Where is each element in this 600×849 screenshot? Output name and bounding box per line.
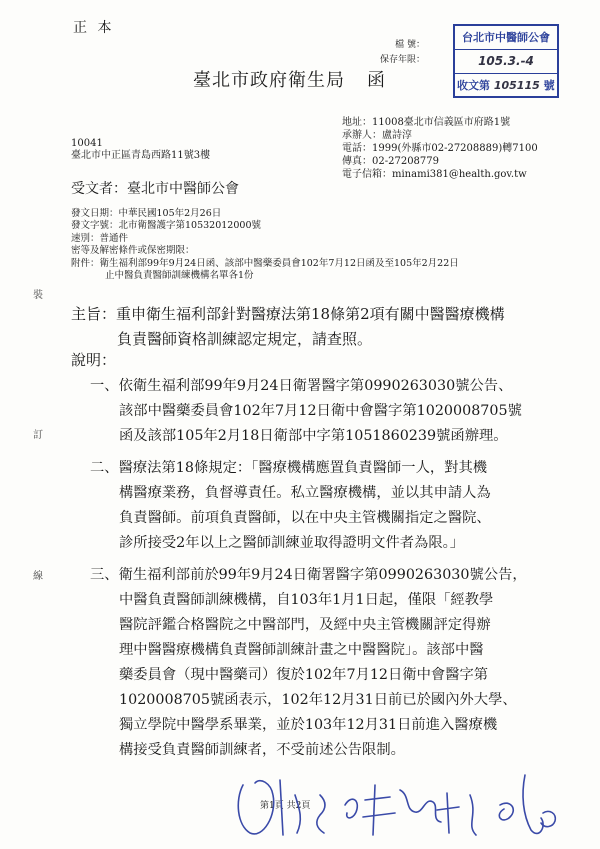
retention-label: 保存年限： <box>380 55 426 65</box>
stamp-date: 105.3.-4 <box>455 50 557 74</box>
subject <box>71 302 505 352</box>
document-number: 發文字號：北市衛醫護字第10532012000號 <box>71 220 261 232</box>
contact-phone: 電話：1999(外縣市02-27208889)轉7100 <box>342 143 538 154</box>
item-line: 醫院評鑑合格醫院之中醫部門，及經中央主管機關評定得辦 <box>119 617 491 633</box>
contact-fax: 傳真：02-27208779 <box>342 156 440 167</box>
stamp-received-number: 105115 <box>493 79 540 92</box>
contact-address: 地址：11008臺北市信義區市府路1號 <box>342 117 511 128</box>
binding-mark-bottom: 線 <box>33 571 43 582</box>
item-line: 診所接受2年以上之醫師訓練並取得證明文件者為限。」 <box>119 535 465 551</box>
postal-code: 10041 <box>71 138 103 149</box>
explain-item-1 <box>90 374 522 449</box>
stamp-received <box>455 74 557 97</box>
explain-label: 說明： <box>71 351 117 369</box>
attachment-line-1: 附件：衛生福利部99年9月24日函、該部中醫藥委員會102年7月12日函及至105年2月22日 <box>71 257 459 269</box>
binding-mark-middle: 訂 <box>33 430 43 441</box>
document-type: 函 <box>367 70 386 91</box>
item-line: 一、依衛生福利部99年9月24日衛署醫字第0990263030號公告、 <box>90 378 513 394</box>
item-line: 1020008705號函表示，102年12月31日前已於國內外大學、 <box>119 692 517 708</box>
stamp-received-label: 收文第 <box>457 79 490 92</box>
delivery-speed: 速別：普通件 <box>71 232 129 244</box>
contact-officer: 承辦人：盧詩淳 <box>342 130 412 141</box>
document-title <box>193 66 386 92</box>
postal-address: 臺北市中正區青島西路11號3樓 <box>71 150 211 161</box>
item-line: 構接受負責醫師訓練者，不受前述公告限制。 <box>119 742 405 758</box>
item-line: 構醫療業務，負督導責任。私立醫療機構，並以其申請人為 <box>119 485 491 501</box>
attachment-line-2: 止中醫負責醫師訓練機構名單各1份 <box>105 270 254 282</box>
recipient: 受文者：臺北市中醫師公會 <box>71 181 239 197</box>
page-number: 第1頁 共2頁 <box>260 801 311 811</box>
explain-item-2 <box>90 456 491 556</box>
issue-date: 發文日期：中華民國105年2月26日 <box>71 208 222 219</box>
secrecy-level: 密等及解密條件或保密期限： <box>71 245 195 257</box>
item-line: 負責醫師。前項負責醫師，以在中央主管機關指定之醫院、 <box>119 510 491 526</box>
contact-block <box>342 116 538 181</box>
receipt-stamp <box>453 24 559 98</box>
item-line: 藥委員會（現中醫藥司）復於102年7月12日衛中會醫字第 <box>119 667 489 683</box>
item-line: 三、衛生福利部前於99年9月24日衛署醫字第0990263030號公告， <box>90 567 527 583</box>
item-line: 二、醫療法第18條規定：「醫療機構應置負責醫師一人，對其機 <box>90 460 488 476</box>
copy-mark: 正 本 <box>73 20 115 36</box>
contact-email: 電子信箱：minami381@health.gov.tw <box>342 169 527 180</box>
document-meta <box>71 208 459 282</box>
item-line: 理中醫醫療機構負責醫師訓練計畫之中醫醫院」。該部中醫 <box>119 642 484 658</box>
file-labels <box>380 38 425 68</box>
postal-block <box>71 138 210 162</box>
stamp-received-suffix: 號 <box>543 79 555 92</box>
handwritten-signature <box>225 755 575 849</box>
binding-mark-top: 裝 <box>33 290 43 301</box>
item-line: 該部中醫藥委員會102年7月12日衛中會醫字第1020008705號 <box>119 403 522 419</box>
item-line: 函及該部105年2月18日衛部中字第1051860239號函辦理。 <box>119 428 508 444</box>
file-number-label: 檔 號： <box>395 40 426 50</box>
explain-item-3 <box>90 563 527 763</box>
agency-name: 臺北市政府衛生局 <box>193 70 345 91</box>
stamp-org: 台北市中醫師公會 <box>455 26 557 50</box>
item-line: 獨立學院中醫學系畢業，並於103年12月31日前進入醫療機 <box>119 717 498 733</box>
subject-line-2: 負責醫師資格訓練認定規定，請查照。 <box>117 330 373 348</box>
subject-line-1: 主旨：重申衛生福利部針對醫療法第18條第2項有關中醫醫療機構 <box>71 305 505 323</box>
item-line: 中醫負責醫師訓練機構，自103年1月1日起，僅限「經教學 <box>119 592 494 608</box>
